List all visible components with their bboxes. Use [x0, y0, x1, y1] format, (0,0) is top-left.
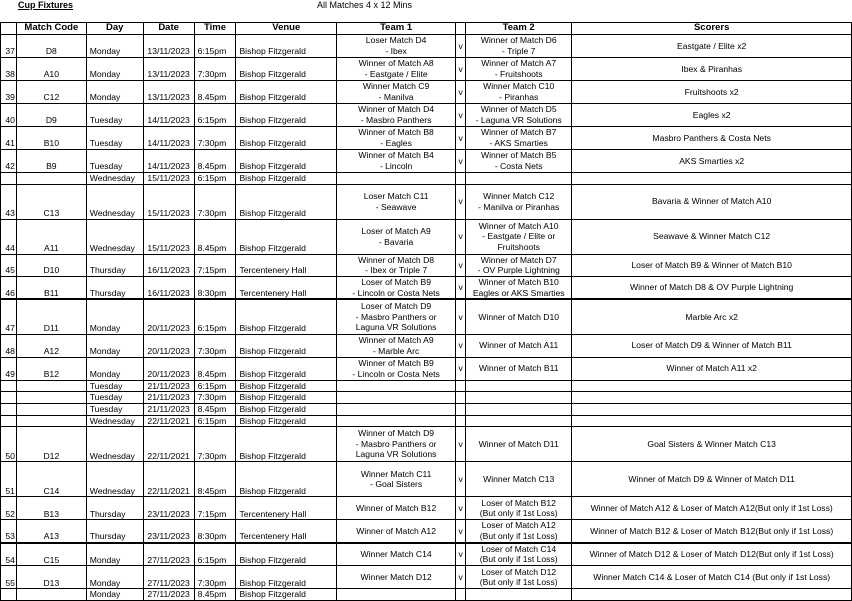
- venue-cell[interactable]: Bishop Fitzgerald: [236, 299, 337, 334]
- versus-cell[interactable]: [456, 380, 466, 392]
- fixture-row: [1, 380, 852, 392]
- team2-cell[interactable]: Loser of Match C14 (But only if 1st Loss): [466, 543, 572, 566]
- versus-cell[interactable]: v: [456, 35, 466, 58]
- row-number[interactable]: [1, 392, 17, 404]
- versus-cell[interactable]: v: [456, 357, 466, 380]
- day-cell[interactable]: Tuesday: [86, 380, 143, 392]
- row-number[interactable]: 42: [1, 150, 17, 173]
- team2-cell[interactable]: Loser of Match D12 (But only if 1st Loss): [466, 566, 572, 589]
- time-cell[interactable]: 8.45pm: [194, 589, 236, 601]
- versus-cell[interactable]: v: [456, 254, 466, 276]
- match-code-cell[interactable]: D13: [16, 566, 86, 589]
- fixture-row: [1, 81, 852, 104]
- team2-cell[interactable]: Winner of Match B10 Eagles or AKS Smarties: [466, 276, 572, 299]
- time-cell[interactable]: 8.45pm: [194, 81, 236, 104]
- header-date[interactable]: Date: [143, 23, 194, 35]
- row-number[interactable]: 49: [1, 357, 17, 380]
- time-cell[interactable]: 7:30pm: [194, 184, 236, 219]
- venue-cell[interactable]: Tercentenery Hall: [236, 254, 337, 276]
- day-cell[interactable]: Tuesday: [86, 104, 143, 127]
- day-cell[interactable]: Wednesday: [86, 427, 143, 462]
- date-cell[interactable]: 14/11/2023: [143, 150, 194, 173]
- time-cell[interactable]: 6:15pm: [194, 543, 236, 566]
- fixture-row: [1, 127, 852, 150]
- fixture-row: [1, 219, 852, 254]
- date-cell[interactable]: 15/11/2023: [143, 219, 194, 254]
- fixture-row: [1, 150, 852, 173]
- match-code-cell[interactable]: [16, 415, 86, 427]
- team1-cell[interactable]: Loser of Match B9 - Lincoln or Costa Nets: [337, 276, 456, 299]
- row-number[interactable]: 50: [1, 427, 17, 462]
- fixture-row: [1, 520, 852, 543]
- date-cell[interactable]: 20/11/2023: [143, 334, 194, 357]
- venue-cell[interactable]: Bishop Fitzgerald: [236, 184, 337, 219]
- time-cell[interactable]: 6:15pm: [194, 380, 236, 392]
- scorers-cell[interactable]: Masbro Panthers & Costa Nets: [572, 127, 852, 150]
- fixture-row: [1, 462, 852, 497]
- day-cell[interactable]: Wednesday: [86, 462, 143, 497]
- day-cell[interactable]: Thursday: [86, 254, 143, 276]
- match-code-cell[interactable]: D12: [16, 427, 86, 462]
- date-cell[interactable]: 22/11/2021: [143, 415, 194, 427]
- day-cell[interactable]: Tuesday: [86, 403, 143, 415]
- team1-cell[interactable]: Winner of Match B8 - Eagles: [337, 127, 456, 150]
- versus-cell[interactable]: v: [456, 150, 466, 173]
- venue-cell[interactable]: Bishop Fitzgerald: [236, 543, 337, 566]
- team1-cell[interactable]: Winner of Match A9 - Marble Arc: [337, 334, 456, 357]
- row-number[interactable]: 40: [1, 104, 17, 127]
- match-code-cell[interactable]: C14: [16, 462, 86, 497]
- time-cell[interactable]: 6:15pm: [194, 299, 236, 334]
- scorers-cell[interactable]: [572, 173, 852, 185]
- team1-cell[interactable]: [337, 380, 456, 392]
- team2-cell[interactable]: Winner of Match D10: [466, 299, 572, 334]
- team1-cell[interactable]: Winner of Match A8 - Eastgate / Elite: [337, 58, 456, 81]
- time-cell[interactable]: 8:30pm: [194, 520, 236, 543]
- day-cell[interactable]: Wednesday: [86, 415, 143, 427]
- scorers-cell[interactable]: Marble Arc x2: [572, 299, 852, 334]
- venue-cell[interactable]: Bishop Fitzgerald: [236, 392, 337, 404]
- time-cell[interactable]: 8.45pm: [194, 150, 236, 173]
- time-cell[interactable]: 7:30pm: [194, 58, 236, 81]
- versus-cell[interactable]: [456, 392, 466, 404]
- versus-cell[interactable]: [456, 589, 466, 601]
- date-cell[interactable]: 20/11/2023: [143, 299, 194, 334]
- scorers-cell[interactable]: Winner of Match B12 & Loser of Match B12(But only if 1st Loss): [572, 520, 852, 543]
- match-code-cell[interactable]: A10: [16, 58, 86, 81]
- sheet-subtitle[interactable]: All Matches 4 x 12 Mins: [317, 0, 413, 10]
- day-cell[interactable]: Monday: [86, 589, 143, 601]
- day-cell[interactable]: Monday: [86, 299, 143, 334]
- team1-cell[interactable]: Winner of Match D4 - Masbro Panthers: [337, 104, 456, 127]
- team2-cell[interactable]: Winner of Match D7 - OV Purple Lightning: [466, 254, 572, 276]
- fixture-row: [1, 357, 852, 380]
- team1-cell[interactable]: Winner of Match A12: [337, 520, 456, 543]
- time-cell[interactable]: 6:15pm: [194, 104, 236, 127]
- row-number[interactable]: 48: [1, 334, 17, 357]
- match-code-cell[interactable]: D9: [16, 104, 86, 127]
- venue-cell[interactable]: Bishop Fitzgerald: [236, 58, 337, 81]
- team1-cell[interactable]: Loser of Match D9 - Masbro Panthers or Laguna VR Solutions: [337, 299, 456, 334]
- scorers-cell[interactable]: Eastgate / Elite x2: [572, 35, 852, 58]
- header-v[interactable]: [456, 23, 466, 35]
- fixture-row: [1, 254, 852, 276]
- team1-cell[interactable]: [337, 403, 456, 415]
- row-number-header[interactable]: [1, 23, 17, 35]
- venue-cell[interactable]: Bishop Fitzgerald: [236, 589, 337, 601]
- venue-cell[interactable]: Bishop Fitzgerald: [236, 150, 337, 173]
- team1-cell[interactable]: [337, 173, 456, 185]
- scorers-cell[interactable]: Winner of Match D9 & Winner of Match D11: [572, 462, 852, 497]
- match-code-cell[interactable]: A11: [16, 219, 86, 254]
- venue-cell[interactable]: Bishop Fitzgerald: [236, 462, 337, 497]
- venue-cell[interactable]: Bishop Fitzgerald: [236, 403, 337, 415]
- scorers-cell[interactable]: [572, 380, 852, 392]
- time-cell[interactable]: 6:15pm: [194, 35, 236, 58]
- row-number[interactable]: [1, 173, 17, 185]
- date-cell[interactable]: 27/11/2023: [143, 543, 194, 566]
- row-number[interactable]: [1, 403, 17, 415]
- scorers-cell[interactable]: [572, 403, 852, 415]
- team2-cell[interactable]: Winner of Match B11: [466, 357, 572, 380]
- row-number[interactable]: 39: [1, 81, 17, 104]
- match-code-cell[interactable]: [16, 380, 86, 392]
- venue-cell[interactable]: Bishop Fitzgerald: [236, 219, 337, 254]
- fixture-row: [1, 543, 852, 566]
- match-code-cell[interactable]: D8: [16, 35, 86, 58]
- fixture-row: [1, 427, 852, 462]
- row-number[interactable]: 52: [1, 497, 17, 520]
- scorers-cell[interactable]: Ibex & Piranhas: [572, 58, 852, 81]
- time-cell[interactable]: 7:30pm: [194, 392, 236, 404]
- day-cell[interactable]: Wednesday: [86, 173, 143, 185]
- versus-cell[interactable]: v: [456, 81, 466, 104]
- team1-cell[interactable]: Winner Match C14: [337, 543, 456, 566]
- scorers-cell[interactable]: AKS Smarties x2: [572, 150, 852, 173]
- fixture-row: [1, 276, 852, 299]
- scorers-cell[interactable]: Bavaria & Winner of Match A10: [572, 184, 852, 219]
- date-cell[interactable]: 16/11/2023: [143, 254, 194, 276]
- time-cell[interactable]: 6:15pm: [194, 173, 236, 185]
- team2-cell[interactable]: Loser of Match A12 (But only if 1st Loss): [466, 520, 572, 543]
- match-code-cell[interactable]: D11: [16, 299, 86, 334]
- header-time[interactable]: Time: [194, 23, 236, 35]
- header-team1[interactable]: Team 1: [337, 23, 456, 35]
- day-cell[interactable]: Wednesday: [86, 219, 143, 254]
- scorers-cell[interactable]: Winner of Match D12 & Loser of Match D12(But only if 1st Loss): [572, 543, 852, 566]
- team1-cell[interactable]: [337, 392, 456, 404]
- team2-cell[interactable]: Winner of Match D6 - Triple 7: [466, 35, 572, 58]
- sheet-title[interactable]: Cup Fixtures: [18, 0, 74, 10]
- fixture-row: [1, 589, 852, 601]
- date-cell[interactable]: 21/11/2023: [143, 403, 194, 415]
- time-cell[interactable]: 8.45pm: [194, 403, 236, 415]
- fixture-row: [1, 58, 852, 81]
- venue-cell[interactable]: Bishop Fitzgerald: [236, 566, 337, 589]
- team2-cell[interactable]: Winner of Match D11: [466, 427, 572, 462]
- team1-cell[interactable]: Winner of Match B12: [337, 497, 456, 520]
- scorers-cell[interactable]: Winner of Match A12 & Loser of Match A12(But only if 1st Loss): [572, 497, 852, 520]
- team1-cell[interactable]: [337, 589, 456, 601]
- date-cell[interactable]: 20/11/2023: [143, 357, 194, 380]
- header-venue[interactable]: Venue: [236, 23, 337, 35]
- row-number[interactable]: 44: [1, 219, 17, 254]
- versus-cell[interactable]: v: [456, 219, 466, 254]
- scorers-cell[interactable]: Loser of Match B9 & Winner of Match B10: [572, 254, 852, 276]
- date-cell[interactable]: 21/11/2023: [143, 392, 194, 404]
- date-cell[interactable]: 15/11/2023: [143, 173, 194, 185]
- date-cell[interactable]: 16/11/2023: [143, 276, 194, 299]
- versus-cell[interactable]: v: [456, 566, 466, 589]
- versus-cell[interactable]: v: [456, 497, 466, 520]
- match-code-cell[interactable]: C15: [16, 543, 86, 566]
- match-code-cell[interactable]: B12: [16, 357, 86, 380]
- time-cell[interactable]: 6:15pm: [194, 415, 236, 427]
- team1-cell[interactable]: Winner of Match B4 - Lincoln: [337, 150, 456, 173]
- scorers-cell[interactable]: Winner of Match D8 & OV Purple Lightning: [572, 276, 852, 299]
- match-code-cell[interactable]: B13: [16, 497, 86, 520]
- day-cell[interactable]: Monday: [86, 566, 143, 589]
- fixture-row: [1, 299, 852, 334]
- versus-cell[interactable]: v: [456, 299, 466, 334]
- date-cell[interactable]: 13/11/2023: [143, 35, 194, 58]
- day-cell[interactable]: Thursday: [86, 276, 143, 299]
- date-cell[interactable]: 21/11/2023: [143, 380, 194, 392]
- match-code-cell[interactable]: [16, 392, 86, 404]
- scorers-cell[interactable]: [572, 415, 852, 427]
- team1-cell[interactable]: Winner of Match D9 - Masbro Panthers or Laguna VR Solutions: [337, 427, 456, 462]
- scorers-cell[interactable]: Fruitshoots x2: [572, 81, 852, 104]
- team1-cell[interactable]: Winner Match C9 - Manilva: [337, 81, 456, 104]
- team2-cell[interactable]: Winner of Match A7 - Fruitshoots: [466, 58, 572, 81]
- scorers-cell[interactable]: [572, 589, 852, 601]
- venue-cell[interactable]: Bishop Fitzgerald: [236, 380, 337, 392]
- team2-cell[interactable]: [466, 589, 572, 601]
- team2-cell[interactable]: Winner Match C13: [466, 462, 572, 497]
- team2-cell[interactable]: Winner of Match A11: [466, 334, 572, 357]
- day-cell[interactable]: Wednesday: [86, 184, 143, 219]
- day-cell[interactable]: Monday: [86, 35, 143, 58]
- team1-cell[interactable]: Loser Match C11 - Seawave: [337, 184, 456, 219]
- time-cell[interactable]: 7:30pm: [194, 566, 236, 589]
- time-cell[interactable]: 7:15pm: [194, 497, 236, 520]
- row-number[interactable]: 45: [1, 254, 17, 276]
- date-cell[interactable]: 27/11/2023: [143, 566, 194, 589]
- team2-cell[interactable]: [466, 173, 572, 185]
- header-scorers[interactable]: Scorers: [572, 23, 852, 35]
- versus-cell[interactable]: v: [456, 520, 466, 543]
- scorers-cell[interactable]: Seawave & Winner Match C12: [572, 219, 852, 254]
- team2-cell[interactable]: Winner of Match A10 - Eastgate / Elite or Fruitshoots: [466, 219, 572, 254]
- fixture-row: [1, 184, 852, 219]
- time-cell[interactable]: 8.45pm: [194, 357, 236, 380]
- row-number[interactable]: 55: [1, 566, 17, 589]
- team2-cell[interactable]: Loser of Match B12 (But only if 1st Loss): [466, 497, 572, 520]
- venue-cell[interactable]: Bishop Fitzgerald: [236, 173, 337, 185]
- scorers-cell[interactable]: Loser of Match D9 & Winner of Match B11: [572, 334, 852, 357]
- row-number[interactable]: 38: [1, 58, 17, 81]
- date-cell[interactable]: 14/11/2023: [143, 127, 194, 150]
- venue-cell[interactable]: Bishop Fitzgerald: [236, 81, 337, 104]
- match-code-cell[interactable]: [16, 403, 86, 415]
- row-number[interactable]: [1, 380, 17, 392]
- versus-cell[interactable]: [456, 173, 466, 185]
- day-cell[interactable]: Tuesday: [86, 392, 143, 404]
- versus-cell[interactable]: v: [456, 543, 466, 566]
- team1-cell[interactable]: Loser of Match A9 - Bavaria: [337, 219, 456, 254]
- venue-cell[interactable]: Bishop Fitzgerald: [236, 357, 337, 380]
- fixture-row: [1, 497, 852, 520]
- date-cell[interactable]: 27/11/2023: [143, 589, 194, 601]
- fixture-row: [1, 173, 852, 185]
- versus-cell[interactable]: [456, 403, 466, 415]
- team2-cell[interactable]: [466, 415, 572, 427]
- versus-cell[interactable]: v: [456, 184, 466, 219]
- versus-cell[interactable]: v: [456, 127, 466, 150]
- date-cell[interactable]: 13/11/2023: [143, 81, 194, 104]
- match-code-cell[interactable]: [16, 589, 86, 601]
- day-cell[interactable]: Tuesday: [86, 127, 143, 150]
- scorers-cell[interactable]: Eagles x2: [572, 104, 852, 127]
- match-code-cell[interactable]: [16, 173, 86, 185]
- row-number[interactable]: [1, 589, 17, 601]
- team2-cell[interactable]: Winner of Match B7 - AKS Smarties: [466, 127, 572, 150]
- team2-cell[interactable]: Winner of Match B5 - Costa Nets: [466, 150, 572, 173]
- day-cell[interactable]: Thursday: [86, 520, 143, 543]
- header-team2[interactable]: Team 2: [466, 23, 572, 35]
- day-cell[interactable]: Monday: [86, 81, 143, 104]
- team2-cell[interactable]: [466, 403, 572, 415]
- time-cell[interactable]: 7:15pm: [194, 254, 236, 276]
- scorers-cell[interactable]: Winner of Match A11 x2: [572, 357, 852, 380]
- day-cell[interactable]: Monday: [86, 334, 143, 357]
- scorers-cell[interactable]: Winner Match C14 & Loser of Match C14 (But only if 1st Loss): [572, 566, 852, 589]
- fixture-row: [1, 415, 852, 427]
- venue-cell[interactable]: Tercentenery Hall: [236, 497, 337, 520]
- team1-cell[interactable]: Loser Match D4 - Ibex: [337, 35, 456, 58]
- time-cell[interactable]: 8.45pm: [194, 219, 236, 254]
- time-cell[interactable]: 7:30pm: [194, 127, 236, 150]
- fixture-row: [1, 403, 852, 415]
- team1-cell[interactable]: [337, 415, 456, 427]
- team1-cell[interactable]: Winner Match D12: [337, 566, 456, 589]
- team1-cell[interactable]: Winner Match C11 - Goal Sisters: [337, 462, 456, 497]
- date-cell[interactable]: 22/11/2021: [143, 462, 194, 497]
- team1-cell[interactable]: Winner of Match D8 - Ibex or Triple 7: [337, 254, 456, 276]
- day-cell[interactable]: Tuesday: [86, 150, 143, 173]
- header-row: [1, 23, 852, 35]
- day-cell[interactable]: Monday: [86, 357, 143, 380]
- header-match-code[interactable]: Match Code: [16, 23, 86, 35]
- match-code-cell[interactable]: C13: [16, 184, 86, 219]
- venue-cell[interactable]: Bishop Fitzgerald: [236, 104, 337, 127]
- team2-cell[interactable]: Winner Match C12 - Manilva or Piranhas: [466, 184, 572, 219]
- date-cell[interactable]: 14/11/2023: [143, 104, 194, 127]
- match-code-cell[interactable]: A13: [16, 520, 86, 543]
- venue-cell[interactable]: Bishop Fitzgerald: [236, 334, 337, 357]
- fixture-row: [1, 334, 852, 357]
- match-code-cell[interactable]: C12: [16, 81, 86, 104]
- fixture-row: [1, 35, 852, 58]
- fixtures-table: [0, 22, 852, 601]
- time-cell[interactable]: 7:30pm: [194, 334, 236, 357]
- match-code-cell[interactable]: B9: [16, 150, 86, 173]
- fixture-row: [1, 104, 852, 127]
- versus-cell[interactable]: v: [456, 58, 466, 81]
- row-number[interactable]: 47: [1, 299, 17, 334]
- venue-cell[interactable]: Bishop Fitzgerald: [236, 35, 337, 58]
- day-cell[interactable]: Thursday: [86, 497, 143, 520]
- team2-cell[interactable]: Winner Match C10 - Piranhas: [466, 81, 572, 104]
- match-code-cell[interactable]: B10: [16, 127, 86, 150]
- row-number[interactable]: 51: [1, 462, 17, 497]
- venue-cell[interactable]: Tercentenery Hall: [236, 276, 337, 299]
- scorers-cell[interactable]: Goal Sisters & Winner Match C13: [572, 427, 852, 462]
- row-number[interactable]: 53: [1, 520, 17, 543]
- venue-cell[interactable]: Bishop Fitzgerald: [236, 127, 337, 150]
- header-day[interactable]: Day: [86, 23, 143, 35]
- versus-cell[interactable]: v: [456, 462, 466, 497]
- date-cell[interactable]: 15/11/2023: [143, 184, 194, 219]
- date-cell[interactable]: 13/11/2023: [143, 58, 194, 81]
- match-code-cell[interactable]: B11: [16, 276, 86, 299]
- team2-cell[interactable]: [466, 392, 572, 404]
- date-cell[interactable]: 22/11/2021: [143, 427, 194, 462]
- time-cell[interactable]: 8:30pm: [194, 276, 236, 299]
- fixture-row: [1, 566, 852, 589]
- day-cell[interactable]: Monday: [86, 543, 143, 566]
- team2-cell[interactable]: [466, 380, 572, 392]
- row-number[interactable]: 46: [1, 276, 17, 299]
- row-number[interactable]: 37: [1, 35, 17, 58]
- time-cell[interactable]: 7:30pm: [194, 427, 236, 462]
- venue-cell[interactable]: Bishop Fitzgerald: [236, 415, 337, 427]
- date-cell[interactable]: 23/11/2023: [143, 520, 194, 543]
- date-cell[interactable]: 23/11/2023: [143, 497, 194, 520]
- row-number[interactable]: 43: [1, 184, 17, 219]
- versus-cell[interactable]: v: [456, 427, 466, 462]
- row-number[interactable]: [1, 415, 17, 427]
- row-number[interactable]: 41: [1, 127, 17, 150]
- row-number[interactable]: 54: [1, 543, 17, 566]
- team2-cell[interactable]: Winner of Match D5 - Laguna VR Solutions: [466, 104, 572, 127]
- versus-cell[interactable]: v: [456, 276, 466, 299]
- versus-cell[interactable]: [456, 415, 466, 427]
- versus-cell[interactable]: v: [456, 334, 466, 357]
- match-code-cell[interactable]: A12: [16, 334, 86, 357]
- scorers-cell[interactable]: [572, 392, 852, 404]
- versus-cell[interactable]: v: [456, 104, 466, 127]
- match-code-cell[interactable]: D10: [16, 254, 86, 276]
- day-cell[interactable]: Monday: [86, 58, 143, 81]
- venue-cell[interactable]: Tercentenery Hall: [236, 520, 337, 543]
- time-cell[interactable]: 8:45pm: [194, 462, 236, 497]
- venue-cell[interactable]: Bishop Fitzgerald: [236, 427, 337, 462]
- fixture-row: [1, 392, 852, 404]
- team1-cell[interactable]: Winner of Match B9 - Lincoln or Costa Nets: [337, 357, 456, 380]
